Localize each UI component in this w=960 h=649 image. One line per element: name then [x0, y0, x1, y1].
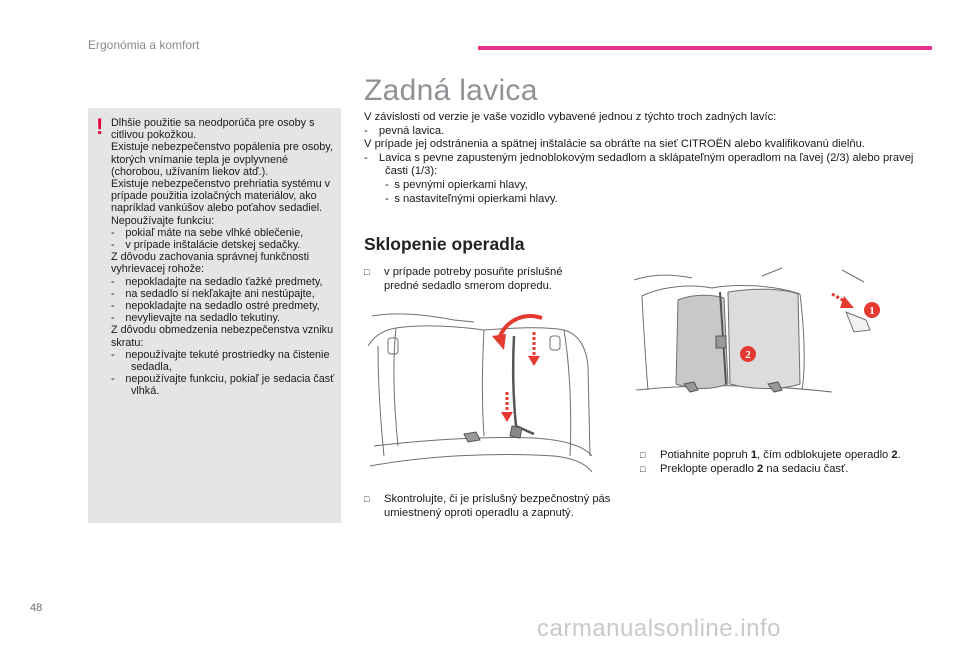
step-row [640, 463, 910, 477]
step-text: Potiahnite popruh 1, čím odblokujete operadlo 2. [660, 449, 901, 461]
warning-line: Z dôvodu zachovania správnej funkčnosti vyhrievacej rohože: [111, 251, 310, 276]
warning-list-item: - nevylievajte na sedadlo tekutiny. [111, 312, 281, 325]
bullet-marker-icon: □ [364, 267, 370, 277]
page-number: 48 [30, 602, 43, 614]
warning-line: Dlhšie použitie sa neodporúča pre osoby s citlivou pokožkou. [111, 117, 315, 142]
rear-seat-fold-illustration [632, 266, 894, 402]
warning-list-item: - v prípade inštalácie detskej sedačky. [111, 239, 301, 252]
intro-item-2: - Lavica s pevne zapusteným jednoblokovým sedadlom a sklápateľným operadlom na ľavej (2/3) alebo pravej časti (1/3): [364, 151, 914, 178]
warning-text [111, 117, 337, 398]
warning-list-item: - nepoužívajte tekuté prostriedky na čistenie sedadla, [111, 348, 330, 374]
warning-list-item: - nepokladajte na sedadlo ťažké predmety, [111, 275, 323, 288]
section-label: Ergonómia a komfort [88, 38, 200, 52]
warning-line: Existuje nebezpečenstvo popálenia pre osoby, ktorých vnímanie tepla je ovplyvnené (chorobou, užívaním liekov atď.). [111, 141, 333, 178]
bullet-marker-icon: □ [364, 494, 370, 504]
step-text: Skontrolujte, či je príslušný bezpečnostný pás umiestnený oproti operadlu a zapnutý. [384, 493, 611, 519]
warning-line: Nepoužívajte funkciu: [111, 214, 215, 227]
step-move-front-seat [364, 266, 594, 293]
step-check-seatbelt [364, 493, 624, 520]
intro-paragraph-1: V závislosti od verzie je vaše vozidlo vybavené jednou z týchto troch zadných lavíc: [364, 111, 777, 123]
section-heading: Sklopenie operadla [364, 234, 525, 254]
bullet-marker-icon: □ [640, 450, 646, 460]
rear-seat-seatbelt-illustration [364, 306, 596, 482]
watermark: carmanualsonline.info [537, 615, 781, 642]
intro-subitem-2: - s nastaviteľnými opierkami hlavy. [385, 192, 558, 205]
intro-subitem-1: - s pevnými opierkami hlavy, [385, 178, 528, 191]
warning-line: Z dôvodu obmedzenia nebezpečenstva vzniku skratu: [111, 324, 334, 349]
step-fold-backrest [640, 449, 910, 476]
warning-list-item: - na sedadlo si nekľakajte ani nestúpajte, [111, 287, 315, 300]
step-text: v prípade potreby posuňte príslušné predné sedadlo smerom dopredu. [384, 266, 563, 292]
intro-item-1: - pevná lavica. [364, 124, 445, 137]
callout-badge-2-label: 2 [745, 349, 751, 361]
intro-text [364, 111, 924, 206]
warning-exclamation-icon: ! [96, 114, 104, 139]
step-text: Preklopte operadlo 2 na sedaciu časť. [660, 462, 849, 475]
warning-list-item: - nepoužívajte funkciu, pokiaľ je sedacia časť vlhká. [111, 373, 335, 398]
warning-list-item: - pokiaľ máte na sebe vlhké oblečenie, [111, 226, 304, 239]
page-title: Zadná lavica [364, 74, 538, 107]
header-accent-bar [478, 46, 932, 50]
callout-badge-1-label: 1 [869, 305, 875, 317]
warning-list-item: - nepokladajte na sedadlo ostré predmety, [111, 300, 320, 313]
intro-paragraph-2: V prípade jej odstránenia a spätnej inštalácie sa obráťte na sieť CITROËN alebo kvalifikovanú dielňu. [364, 138, 865, 151]
step-row [640, 449, 910, 463]
warning-line: Existuje nebezpečenstvo prehriatia systému v prípade použitia izolačných materiálov, ako napríklad vankúšov alebo poťahov sedadiel. [111, 178, 331, 215]
bullet-marker-icon: □ [640, 463, 646, 474]
